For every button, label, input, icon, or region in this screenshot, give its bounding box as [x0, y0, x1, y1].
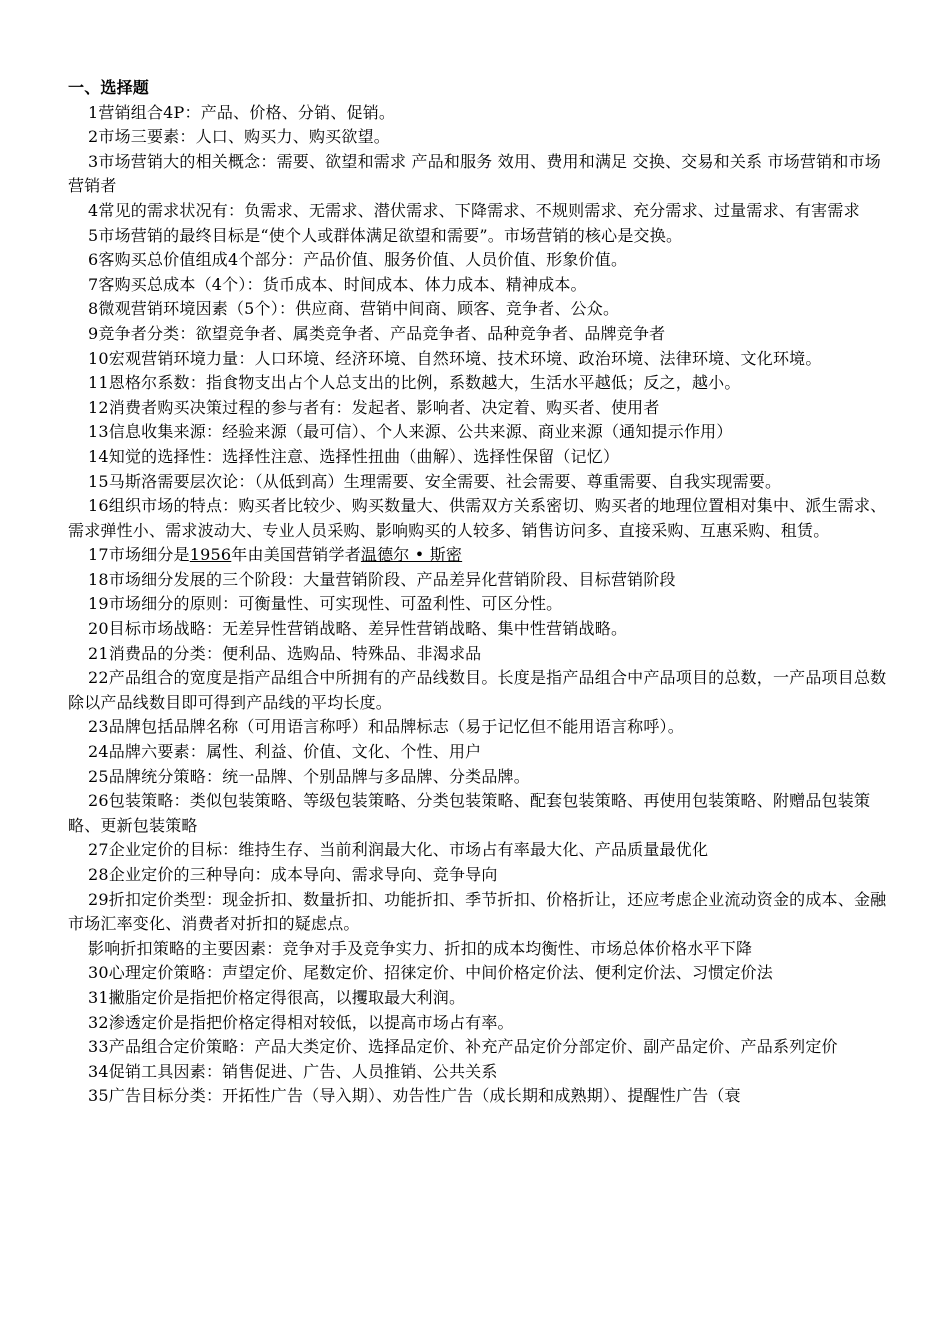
- item17-year: 1956: [189, 545, 232, 565]
- list-item: 27企业定价的目标：维持生存、当前利润最大化、市场占有率最大化、产品质量最优化: [88, 840, 709, 860]
- list-item: 35广告目标分类：开拓性广告（导入期）、劝告性广告（成长期和成熟期）、提醒性广告（衰: [88, 1086, 741, 1106]
- list-item: 15马斯洛需要层次论：（从低到高）生理需要、安全需要、社会需要、尊重需要、自我实现需要。: [88, 471, 782, 491]
- list-item: 23品牌包括品牌名称（可用语言称呼）和品牌标志（易于记忆但不能用语言称呼）。: [88, 717, 684, 737]
- list-item: 30心理定价策略：声望定价、尾数定价、招徕定价、中间价格定价法、便利定价法、习惯定价法: [88, 963, 773, 983]
- list-item: 6客购买总价值组成4个部分：产品价值、服务价值、人员价值、形象价值。: [88, 250, 628, 270]
- section-heading: 一、选择题: [68, 78, 150, 97]
- list-item: 24品牌六要素：属性、利益、价值、文化、个性、用户: [88, 742, 482, 762]
- list-item: 22产品组合的宽度是指产品组合中所拥有的产品线数目。长度是指产品组合中产品项目的总数，一产品项目总数除以产品线数目即可得到产品线的平均长度。: [68, 668, 887, 712]
- list-item: 1营销组合4P：产品、价格、分销、促销。: [88, 102, 396, 122]
- list-item: 7客购买总成本（4个）：货币成本、时间成本、体力成本、精神成本。: [88, 274, 587, 294]
- item-list: [68, 101, 890, 544]
- item-list-continued: [68, 568, 890, 1109]
- list-item: 33产品组合定价策略：产品大类定价、选择品定价、补充产品定价分部定价、副产品定价、产品系列定价: [88, 1037, 838, 1057]
- list-item: 21消费品的分类：便利品、选购品、特殊品、非渴求品: [88, 643, 482, 663]
- list-item: 19市场细分的原则：可衡量性、可实现性、可盈利性、可区分性。: [88, 594, 563, 614]
- list-item: 18市场细分发展的三个阶段：大量营销阶段、产品差异化营销阶段、目标营销阶段: [88, 569, 676, 589]
- list-item: 16组织市场的特点：购买者比较少、购买数量大、供需双方关系密切、购买者的地理位置相对集中、派生需求、需求弹性小、需求波动大、专业人员采购、影响购买的人较多、销售访问多、直接采购、互惠采购、租赁。: [68, 496, 887, 540]
- list-item: 32渗透定价是指把价格定得相对较低，以提高市场占有率。: [88, 1012, 514, 1032]
- list-item: 4常见的需求状况有：负需求、无需求、潜伏需求、下降需求、不规则需求、充分需求、过量需求、有害需求: [88, 200, 860, 220]
- list-item: 8微观营销环境因素（5个）：供应商、营销中间商、顾客、竞争者、公众。: [88, 299, 620, 319]
- list-item: 25品牌统分策略：统一品牌、个别品牌与多品牌、分类品牌。: [88, 766, 530, 786]
- list-item: 20目标市场战略：无差异性营销战略、差异性营销战略、集中性营销战略。: [88, 619, 628, 639]
- list-item: 5市场营销的最终目标是“使个人或群体满足欲望和需要”。市场营销的核心是交换。: [88, 225, 683, 245]
- document-page: [68, 76, 890, 1109]
- list-item: 9竞争者分类：欲望竞争者、属类竞争者、产品竞争者、品种竞争者、品牌竞争者: [88, 323, 666, 343]
- list-item: 34促销工具因素：销售促进、广告、人员推销、公共关系: [88, 1061, 498, 1081]
- list-item: 12消费者购买决策过程的参与者有：发起者、影响者、决定着、购买者、使用者: [88, 397, 660, 417]
- item17-middle: 年由美国营销学者: [231, 545, 361, 565]
- list-item: 28企业定价的三种导向：成本导向、需求导向、竞争导向: [88, 865, 498, 884]
- list-item: 10宏观营销环境力量：人口环境、经济环境、自然环境、技术环境、政治环境、法律环境、文化环境。: [88, 348, 822, 368]
- list-item: 31撇脂定价是指把价格定得很高，以攫取最大利润。: [88, 987, 466, 1007]
- list-item: 3市场营销大的相关概念：需要、欲望和需求 产品和服务 效用、费用和满足 交换、交易和关系 市场营销和市场营销者: [68, 151, 881, 196]
- item17-prefix: 17市场细分是: [88, 545, 190, 565]
- list-item: 13信息收集来源：经验来源（最可信）、个人来源、公共来源、商业来源（通知提示作用）: [88, 422, 733, 442]
- list-item: 2市场三要素：人口、购买力、购买欲望。: [88, 127, 390, 147]
- list-item: 影响折扣策略的主要因素：竞争对手及竞争实力、折扣的成本均衡性、市场总体价格水平下降: [88, 938, 753, 958]
- list-item: 29折扣定价类型：现金折扣、数量折扣、功能折扣、季节折扣、价格折让，还应考虑企业流动资金的成本、金融市场汇率变化、消费者对折扣的疑虑点。: [68, 889, 887, 934]
- list-item: 14知觉的选择性：选择性注意、选择性扭曲（曲解）、选择性保留（记忆）: [88, 446, 620, 466]
- item17-name: 温德尔 • 斯密: [360, 545, 463, 565]
- list-item-17: [68, 543, 890, 568]
- list-item: 26包装策略：类似包装策略、等级包装策略、分类包装策略、配套包装策略、再使用包装策略、附赠品包装策略、更新包装策略: [68, 791, 871, 835]
- list-item: 11恩格尔系数：指食物支出占个人总支出的比例，系数越大，生活水平越低；反之，越小。: [88, 373, 741, 393]
